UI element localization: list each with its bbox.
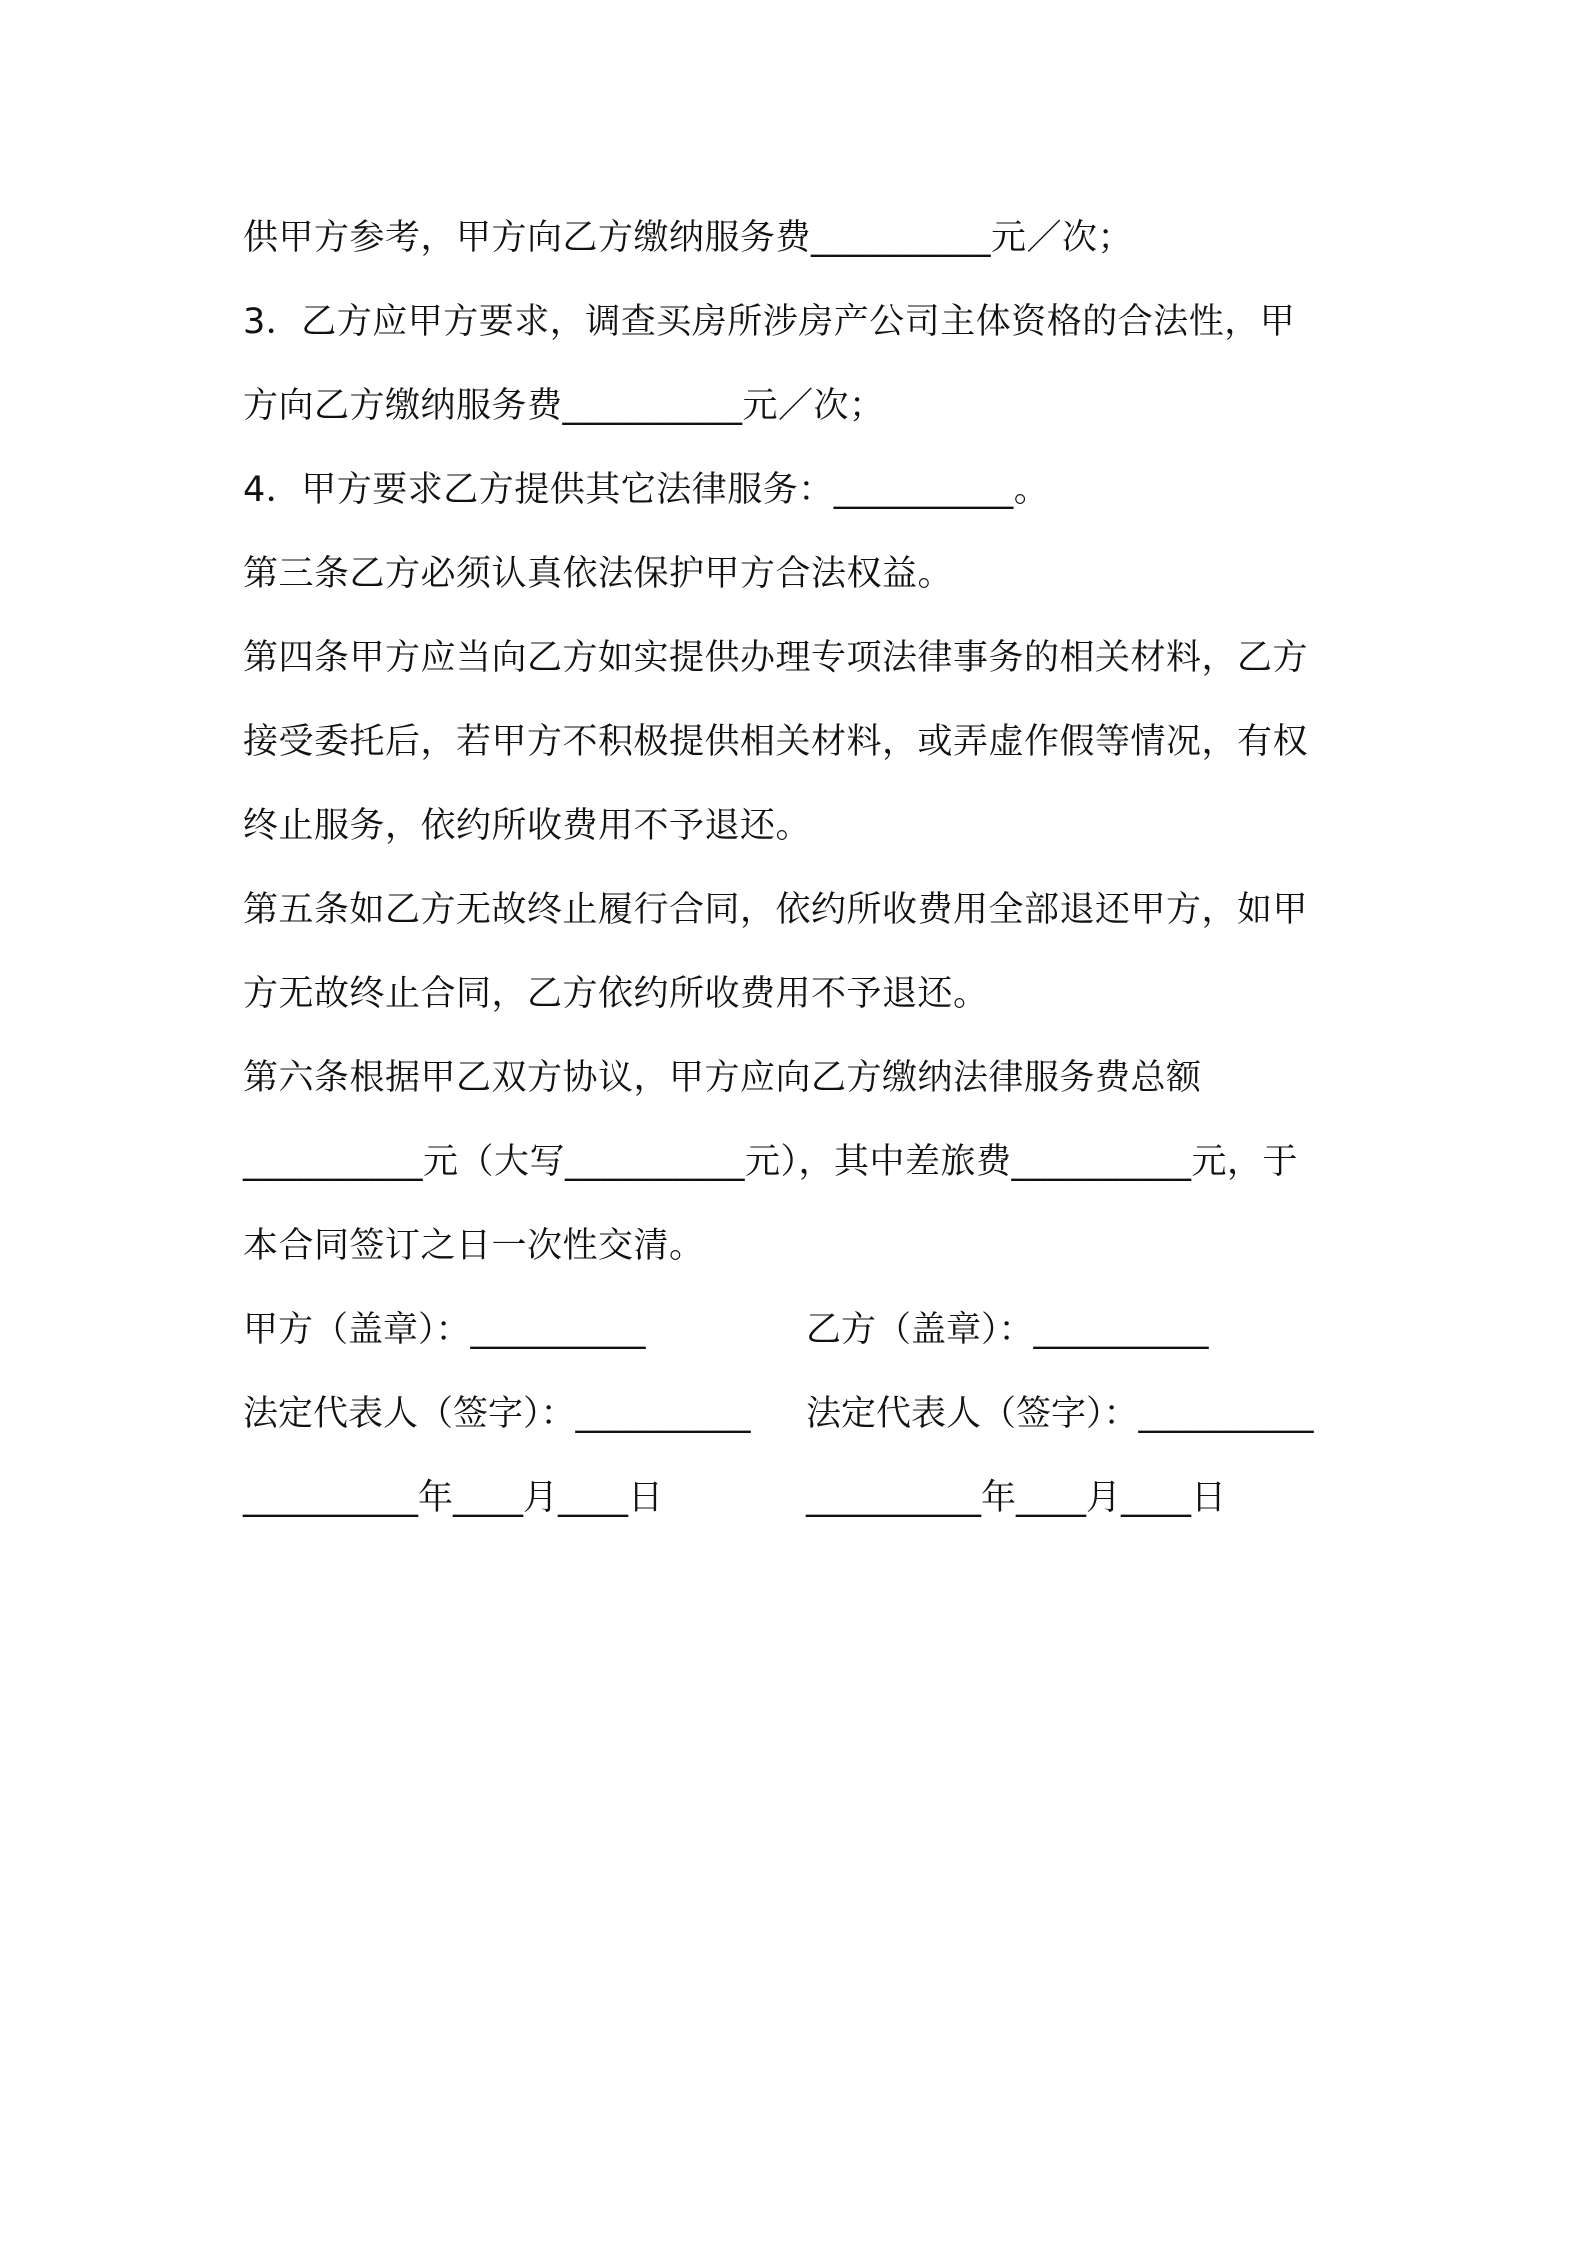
date-row xyxy=(243,1456,1353,1540)
text-line: 4．甲方要求乙方提供其它法律服务：__________。 xyxy=(243,470,1050,510)
party-a-date: __________年____月____日 xyxy=(243,1478,664,1518)
text-line: 供甲方参考，甲方向乙方缴纳服务费__________元／次； xyxy=(243,218,1134,258)
text-line: 方无故终止合同，乙方依约所收费用不予退还。 xyxy=(243,974,989,1014)
article-four: 第四条甲方应当向乙方如实提供办理专项法律事务的相关材料，乙方 xyxy=(243,638,1309,678)
party-b-seal: 乙方（盖章）：__________ xyxy=(806,1310,1209,1350)
document-body xyxy=(243,196,1353,1540)
party-b-representative: 法定代表人（签字）：__________ xyxy=(806,1394,1314,1434)
seal-row xyxy=(243,1288,1353,1372)
article-five: 第五条如乙方无故终止履行合同，依约所收费用全部退还甲方，如甲 xyxy=(243,890,1309,930)
article-three: 第三条乙方必须认真依法保护甲方合法权益。 xyxy=(243,554,954,594)
party-a-representative: 法定代表人（签字）：__________ xyxy=(243,1394,751,1434)
party-a-seal: 甲方（盖章）：__________ xyxy=(243,1310,646,1350)
party-b-date: __________年____月____日 xyxy=(806,1478,1227,1518)
text-line: 本合同签订之日一次性交清。 xyxy=(243,1226,705,1266)
text-line: 方向乙方缴纳服务费__________元／次； xyxy=(243,386,885,426)
text-line: 终止服务，依约所收费用不予退还。 xyxy=(243,806,812,846)
representative-row xyxy=(243,1372,1353,1456)
article-six: 第六条根据甲乙双方协议，甲方应向乙方缴纳法律服务费总额 xyxy=(243,1058,1202,1098)
text-line: 接受委托后，若甲方不积极提供相关材料，或弄虚作假等情况，有权 xyxy=(243,722,1309,762)
text-line: 3．乙方应甲方要求，调查买房所涉房产公司主体资格的合法性，甲 xyxy=(243,302,1296,342)
text-line: __________元（大写__________元），其中差旅费__________元，于 xyxy=(243,1142,1299,1182)
